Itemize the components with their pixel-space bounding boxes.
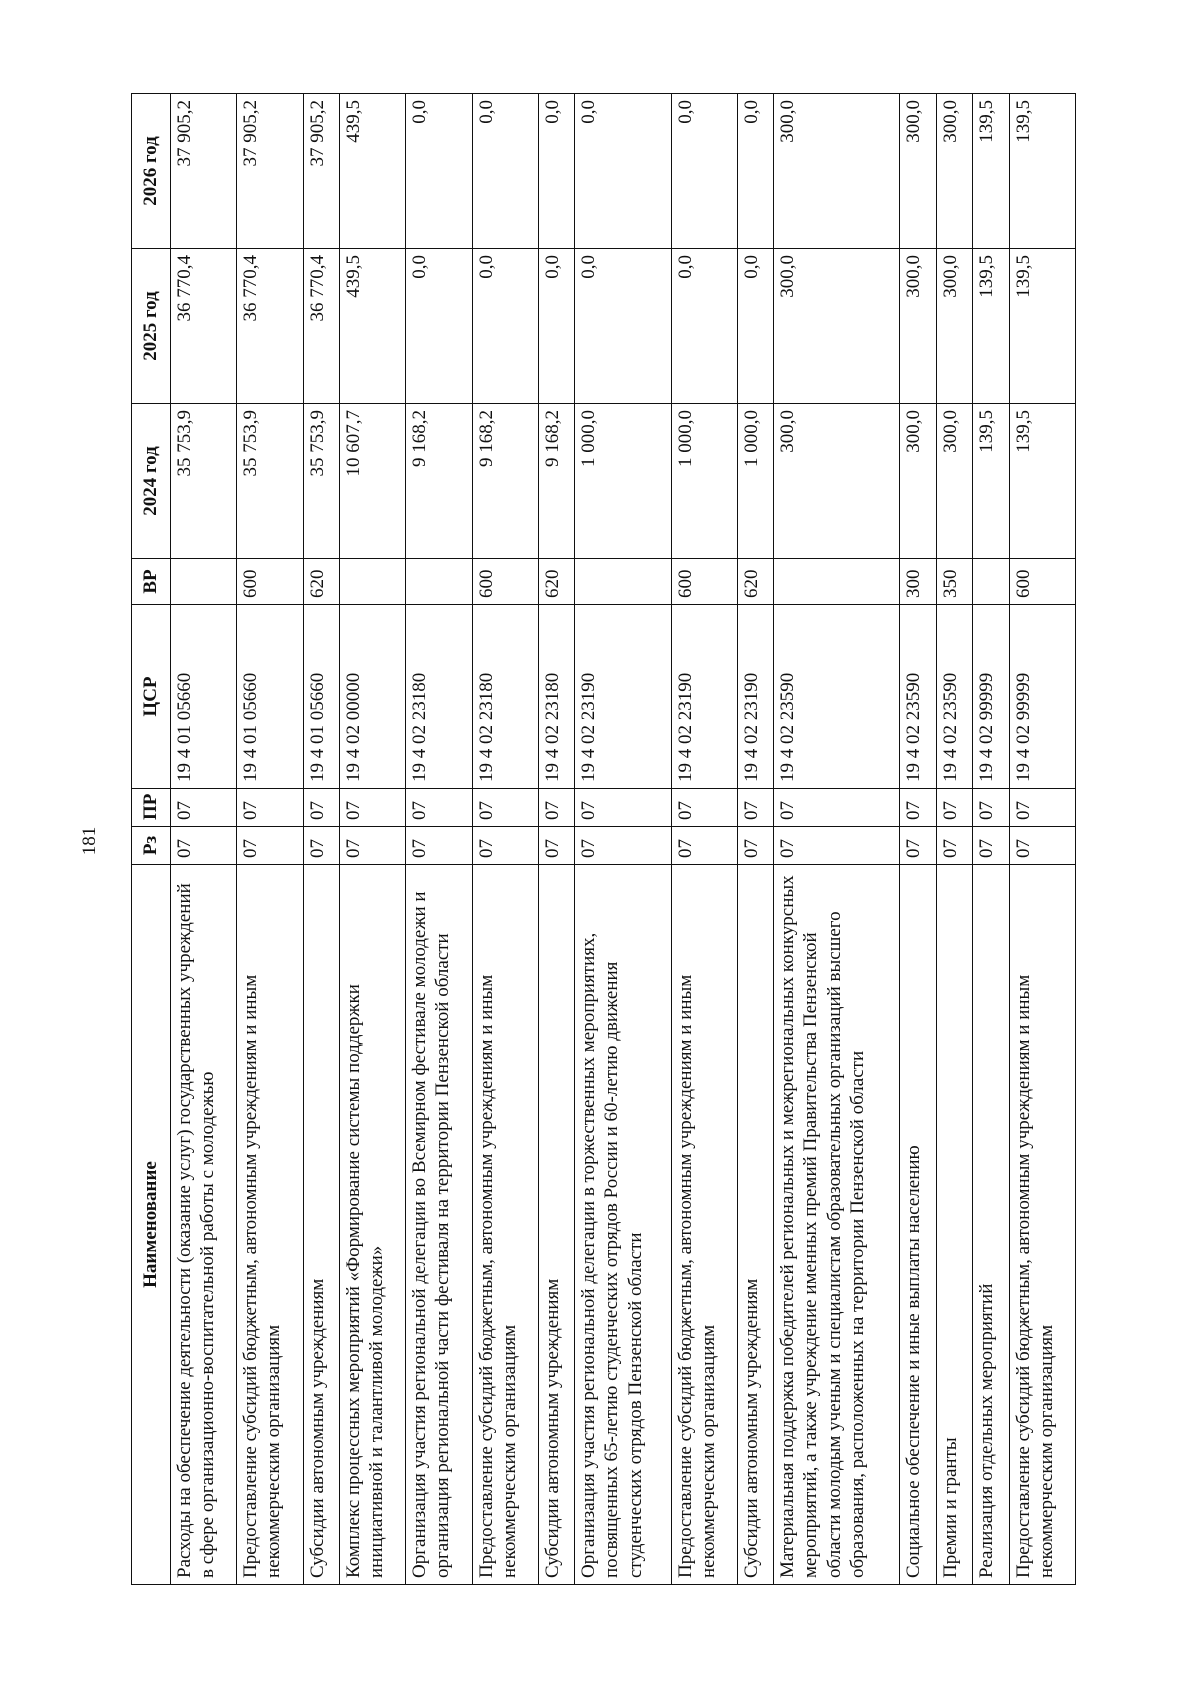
rotated-table-container bbox=[131, 95, 1076, 1585]
cell-pr: 07 bbox=[538, 789, 574, 827]
table-row bbox=[538, 94, 574, 1585]
cell-2025: 36 770,4 bbox=[303, 249, 339, 404]
cell-pr: 07 bbox=[340, 789, 406, 827]
cell-vr bbox=[575, 559, 671, 605]
cell-pr: 07 bbox=[237, 789, 303, 827]
cell-2025: 36 770,4 bbox=[237, 249, 303, 404]
cell-pr: 07 bbox=[737, 789, 773, 827]
cell-csr: 19 4 02 23190 bbox=[737, 605, 773, 789]
cell-2026: 37 905,2 bbox=[237, 94, 303, 249]
cell-vr bbox=[406, 559, 472, 605]
cell-csr: 19 4 02 23180 bbox=[472, 605, 538, 789]
table-row bbox=[340, 94, 406, 1585]
table-row bbox=[671, 94, 737, 1585]
cell-2025: 0,0 bbox=[472, 249, 538, 404]
cell-name: Материальная поддержка победителей региональных и межрегиональных конкурсных мероприятий, а также учреждение именных премий Правительства Пензенской области молодым ученым и специалистам образовательных организаций высшего образования, расположенных на территории Пензенской области bbox=[774, 865, 900, 1585]
cell-csr: 19 4 02 99999 bbox=[973, 605, 1009, 789]
header-pr: ПР bbox=[132, 789, 171, 827]
cell-2025: 300,0 bbox=[936, 249, 972, 404]
cell-2024: 9 168,2 bbox=[538, 404, 574, 559]
cell-2025: 36 770,4 bbox=[171, 249, 237, 404]
cell-rz: 07 bbox=[472, 827, 538, 865]
cell-name: Предоставление субсидий бюджетным, автономным учреждениям и иным некоммерческим организациям bbox=[671, 865, 737, 1585]
cell-2026: 0,0 bbox=[671, 94, 737, 249]
budget-table bbox=[131, 93, 1076, 1585]
cell-csr: 19 4 02 23590 bbox=[936, 605, 972, 789]
cell-2025: 0,0 bbox=[538, 249, 574, 404]
cell-2026: 300,0 bbox=[900, 94, 936, 249]
cell-2024: 139,5 bbox=[1009, 404, 1075, 559]
cell-vr: 600 bbox=[472, 559, 538, 605]
cell-vr bbox=[774, 559, 900, 605]
cell-rz: 07 bbox=[340, 827, 406, 865]
cell-2026: 0,0 bbox=[538, 94, 574, 249]
cell-pr: 07 bbox=[973, 789, 1009, 827]
header-vr: ВР bbox=[132, 559, 171, 605]
cell-csr: 19 4 02 23190 bbox=[671, 605, 737, 789]
cell-name: Субсидии автономным учреждениям bbox=[737, 865, 773, 1585]
cell-2026: 0,0 bbox=[472, 94, 538, 249]
cell-name: Комплекс процессных мероприятий «Формирование системы поддержки инициативной и талантливой молодежи» bbox=[340, 865, 406, 1585]
cell-2024: 9 168,2 bbox=[406, 404, 472, 559]
cell-csr: 19 4 01 05660 bbox=[303, 605, 339, 789]
cell-vr: 620 bbox=[303, 559, 339, 605]
cell-2025: 300,0 bbox=[900, 249, 936, 404]
cell-rz: 07 bbox=[303, 827, 339, 865]
cell-pr: 07 bbox=[900, 789, 936, 827]
cell-vr bbox=[171, 559, 237, 605]
table-row bbox=[900, 94, 936, 1585]
cell-name: Организация участия региональной делегации во Всемирном фестивале молодежи и организация региональной части фестиваля на территории Пензенской области bbox=[406, 865, 472, 1585]
cell-2024: 139,5 bbox=[973, 404, 1009, 559]
table-row bbox=[774, 94, 900, 1585]
cell-2026: 0,0 bbox=[406, 94, 472, 249]
cell-pr: 07 bbox=[303, 789, 339, 827]
cell-2026: 37 905,2 bbox=[303, 94, 339, 249]
cell-2026: 300,0 bbox=[774, 94, 900, 249]
cell-2026: 0,0 bbox=[575, 94, 671, 249]
cell-rz: 07 bbox=[973, 827, 1009, 865]
cell-name: Субсидии автономным учреждениям bbox=[538, 865, 574, 1585]
table-row bbox=[171, 94, 237, 1585]
cell-pr: 07 bbox=[171, 789, 237, 827]
cell-2024: 1 000,0 bbox=[737, 404, 773, 559]
header-2026: 2026 год bbox=[132, 94, 171, 249]
header-name: Наименование bbox=[132, 865, 171, 1585]
cell-name: Предоставление субсидий бюджетным, автономным учреждениям и иным некоммерческим организациям bbox=[237, 865, 303, 1585]
cell-name: Социальное обеспечение и иные выплаты населению bbox=[900, 865, 936, 1585]
cell-2024: 1 000,0 bbox=[575, 404, 671, 559]
cell-2026: 0,0 bbox=[737, 94, 773, 249]
cell-2024: 9 168,2 bbox=[472, 404, 538, 559]
header-csr: ЦСР bbox=[132, 605, 171, 789]
table-header-row bbox=[132, 94, 171, 1585]
cell-csr: 19 4 02 23590 bbox=[774, 605, 900, 789]
cell-pr: 07 bbox=[472, 789, 538, 827]
page-number: 181 bbox=[79, 826, 100, 856]
cell-vr: 600 bbox=[671, 559, 737, 605]
cell-2024: 10 607,7 bbox=[340, 404, 406, 559]
cell-rz: 07 bbox=[936, 827, 972, 865]
cell-name: Реализация отдельных мероприятий bbox=[973, 865, 1009, 1585]
cell-name: Премии и гранты bbox=[936, 865, 972, 1585]
table-row bbox=[237, 94, 303, 1585]
table-row bbox=[973, 94, 1009, 1585]
cell-rz: 07 bbox=[171, 827, 237, 865]
header-rz: Рз bbox=[132, 827, 171, 865]
cell-rz: 07 bbox=[538, 827, 574, 865]
cell-vr: 600 bbox=[1009, 559, 1075, 605]
cell-2025: 300,0 bbox=[774, 249, 900, 404]
cell-2026: 300,0 bbox=[936, 94, 972, 249]
cell-2024: 35 753,9 bbox=[171, 404, 237, 559]
cell-vr bbox=[973, 559, 1009, 605]
cell-name: Организация участия региональной делегации в торжественных мероприятиях, посвященных 65-летию студенческих отрядов России и 60-летию движения студенческих отрядов Пензенской области bbox=[575, 865, 671, 1585]
cell-csr: 19 4 02 99999 bbox=[1009, 605, 1075, 789]
cell-csr: 19 4 01 05660 bbox=[171, 605, 237, 789]
cell-2024: 35 753,9 bbox=[237, 404, 303, 559]
cell-rz: 07 bbox=[237, 827, 303, 865]
cell-2025: 0,0 bbox=[575, 249, 671, 404]
cell-2024: 300,0 bbox=[936, 404, 972, 559]
cell-csr: 19 4 02 00000 bbox=[340, 605, 406, 789]
cell-csr: 19 4 02 23180 bbox=[406, 605, 472, 789]
cell-name: Предоставление субсидий бюджетным, автономным учреждениям и иным некоммерческим организациям bbox=[1009, 865, 1075, 1585]
cell-2024: 1 000,0 bbox=[671, 404, 737, 559]
cell-2025: 0,0 bbox=[671, 249, 737, 404]
cell-pr: 07 bbox=[774, 789, 900, 827]
table-row bbox=[936, 94, 972, 1585]
cell-vr bbox=[340, 559, 406, 605]
cell-vr: 620 bbox=[538, 559, 574, 605]
cell-pr: 07 bbox=[406, 789, 472, 827]
cell-2025: 139,5 bbox=[973, 249, 1009, 404]
cell-2025: 0,0 bbox=[406, 249, 472, 404]
cell-name: Предоставление субсидий бюджетным, автономным учреждениям и иным некоммерческим организациям bbox=[472, 865, 538, 1585]
table-row bbox=[737, 94, 773, 1585]
cell-2026: 439,5 bbox=[340, 94, 406, 249]
cell-rz: 07 bbox=[406, 827, 472, 865]
cell-2024: 300,0 bbox=[774, 404, 900, 559]
cell-2026: 37 905,2 bbox=[171, 94, 237, 249]
header-2024: 2024 год bbox=[132, 404, 171, 559]
cell-csr: 19 4 02 23180 bbox=[538, 605, 574, 789]
cell-rz: 07 bbox=[575, 827, 671, 865]
cell-rz: 07 bbox=[737, 827, 773, 865]
cell-csr: 19 4 02 23190 bbox=[575, 605, 671, 789]
cell-rz: 07 bbox=[1009, 827, 1075, 865]
cell-vr: 350 bbox=[936, 559, 972, 605]
cell-rz: 07 bbox=[774, 827, 900, 865]
cell-csr: 19 4 01 05660 bbox=[237, 605, 303, 789]
cell-2025: 439,5 bbox=[340, 249, 406, 404]
cell-vr: 620 bbox=[737, 559, 773, 605]
table-row bbox=[1009, 94, 1075, 1585]
table-row bbox=[575, 94, 671, 1585]
cell-vr: 600 bbox=[237, 559, 303, 605]
table-row bbox=[303, 94, 339, 1585]
cell-2026: 139,5 bbox=[1009, 94, 1075, 249]
cell-name: Субсидии автономным учреждениям bbox=[303, 865, 339, 1585]
cell-csr: 19 4 02 23590 bbox=[900, 605, 936, 789]
cell-pr: 07 bbox=[671, 789, 737, 827]
cell-2025: 139,5 bbox=[1009, 249, 1075, 404]
cell-pr: 07 bbox=[936, 789, 972, 827]
cell-rz: 07 bbox=[671, 827, 737, 865]
cell-name: Расходы на обеспечение деятельности (оказание услуг) государственных учреждений в сфере организационно-воспитательной работы с молодежью bbox=[171, 865, 237, 1585]
cell-vr: 300 bbox=[900, 559, 936, 605]
cell-2025: 0,0 bbox=[737, 249, 773, 404]
cell-2024: 35 753,9 bbox=[303, 404, 339, 559]
table-row bbox=[406, 94, 472, 1585]
cell-pr: 07 bbox=[575, 789, 671, 827]
cell-2024: 300,0 bbox=[900, 404, 936, 559]
table-row bbox=[472, 94, 538, 1585]
cell-2026: 139,5 bbox=[973, 94, 1009, 249]
header-2025: 2025 год bbox=[132, 249, 171, 404]
cell-rz: 07 bbox=[900, 827, 936, 865]
cell-pr: 07 bbox=[1009, 789, 1075, 827]
